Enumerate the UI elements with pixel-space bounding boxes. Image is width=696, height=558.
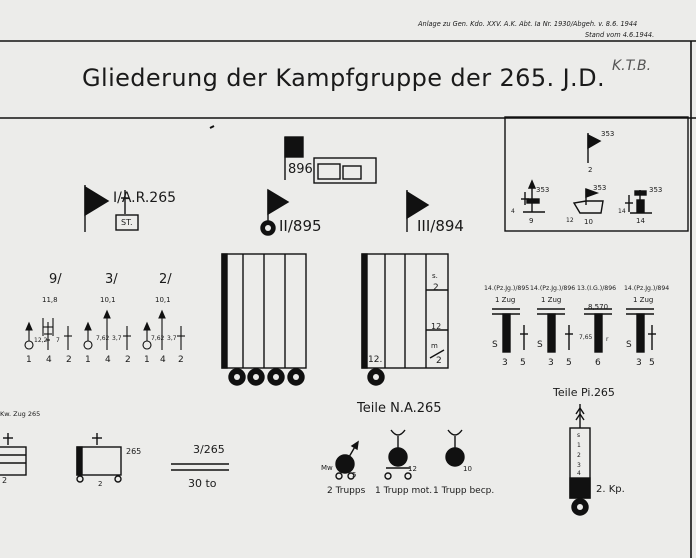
pak-label-2: 14.(Pz.Jg.)/896 [530, 285, 576, 292]
artillery-2-calibre: 10,1 [155, 296, 171, 304]
ktb-stamp: K.T.B. [612, 58, 652, 74]
reference-note-line1: Anlage zu Gen. Kdo. XXV. A.K. Abt. Ia Nr. 1930/Abgeh. v. 8.6. 1944 [418, 20, 638, 28]
artillery-bottom-6: 2 [125, 355, 131, 365]
ig-mid-number: 353 [593, 184, 607, 192]
pak-sub-2: 1 Zug [541, 296, 562, 304]
engineer-company-icon [570, 404, 590, 515]
pak-c3-r: r [606, 336, 609, 343]
engineer-col-1: 1 [577, 442, 581, 449]
signal-section-title: Teile N.A.265 [357, 401, 442, 416]
pak-mark-7: 5 [649, 358, 655, 368]
artillery-2-calibre-b: 7,62 [151, 335, 165, 342]
pak-mark-4: 5 [566, 358, 572, 368]
ig-left-bottom: 9 [529, 217, 534, 225]
supply-vehicle-icon [77, 433, 121, 482]
artillery-flag-icon [85, 185, 108, 232]
signal-10-label: 10 [463, 465, 472, 473]
hq-label: 896 [288, 162, 313, 177]
supply-vehicle-label: 265 [126, 447, 142, 456]
reference-note-line2: Stand vom 4.6.1944. [585, 31, 655, 39]
artillery-count-3: 3/ [105, 272, 118, 287]
engineer-col-4: 4 [577, 470, 581, 477]
pak-mark-6: 3 [636, 358, 642, 368]
engineer-col-s: s [577, 432, 581, 439]
artillery-label: I/A.R.265 [113, 190, 177, 206]
artillery-bottom-4: 1 [85, 355, 91, 365]
pak-sub-4: 1 Zug [633, 296, 654, 304]
ig-mid-sub: 12 [566, 217, 574, 224]
battalion-2-label: II/895 [279, 217, 322, 235]
infantry-gun-box-icon [505, 117, 688, 231]
pak-sub-1: 1 Zug [495, 296, 516, 304]
motor-platoon-label: Kw. Zug 265 [0, 410, 41, 418]
artillery-bottom-8: 4 [160, 355, 166, 365]
pak-sub-3: 8,570 [588, 303, 609, 311]
pak-mark-5: 6 [595, 358, 601, 368]
pak-s-mark-2: S [537, 340, 543, 350]
ig-right-bottom: 14 [636, 217, 645, 225]
pak-label-4: 14.(Pz.Jg.)/894 [624, 285, 670, 292]
artillery-count-9: 9/ [49, 272, 62, 287]
pak-c3-calibre: 7,65 [579, 334, 593, 341]
hq-vehicle-icon [314, 158, 376, 183]
signal-label-3: 1 Trupp bесp. [433, 486, 495, 496]
pak-mark-3: 3 [548, 358, 554, 368]
ig-mid-bottom: 10 [584, 218, 593, 226]
motor-platoon-sub: 2 [2, 476, 8, 485]
battalion-2-companies-icon [222, 254, 306, 385]
ig-top-number: 353 [601, 130, 615, 138]
signal-5-label: 5 [352, 471, 357, 479]
signal-mw-label: Mw [321, 464, 333, 472]
pak-label-3: 13.(I.G.)/896 [577, 285, 617, 292]
engineer-company-label: 2. Kp. [596, 484, 625, 495]
artillery-staff-label: ST. [121, 218, 133, 227]
battalion-3-col-12b: 12. [368, 355, 383, 365]
transport-column-icon [171, 464, 229, 470]
signal-label-1: 2 Trupps [327, 486, 366, 496]
battalion-3-col-2: 2 [433, 283, 439, 293]
ig-left-sub: 4 [511, 208, 515, 215]
engineer-section-title: Teile Pi.265 [553, 386, 615, 399]
engineer-col-3: 3 [577, 462, 581, 469]
artillery-9-calibre-b: 12,2 [34, 337, 48, 344]
pak-s-mark-1: S [492, 340, 498, 350]
artillery-bottom-2: 4 [46, 355, 52, 365]
pak-label-1: 14.(Pz.Jg.)/895 [484, 285, 530, 292]
pak-s-mark-4: S [626, 340, 632, 350]
transport-label: 3/265 [193, 443, 225, 456]
artillery-bottom-5: 4 [105, 355, 111, 365]
artillery-2-calibre-c: 3,7 [167, 335, 177, 342]
ig-right-sub: 14 [618, 208, 626, 215]
page-title: Gliederung der Kampfgruppe der 265. J.D. [82, 64, 605, 92]
battalion-3-label: III/894 [417, 217, 464, 235]
artillery-bottom-3: 2 [66, 355, 72, 365]
artillery-3-calibre-b: 7,62 [96, 335, 110, 342]
artillery-9-calibre-c: 7 [56, 337, 60, 344]
artillery-3-calibre-c: 3,7 [112, 335, 122, 342]
artillery-count-2: 2/ [159, 272, 172, 287]
ink-mark [210, 126, 214, 128]
battalion-3-col-2b: 2 [436, 356, 442, 366]
battalion-3-col-m: m [431, 342, 438, 350]
transport-tonnage: 30 to [188, 477, 217, 490]
artillery-bottom-9: 2 [178, 355, 184, 365]
supply-vehicle-sub: 2 [98, 480, 103, 488]
signal-label-2: 1 Trupp mot. [375, 486, 433, 496]
battalion-3-col-12: 12 [431, 322, 442, 331]
artillery-3-calibre: 10,1 [100, 296, 116, 304]
pak-mark-1: 3 [502, 358, 508, 368]
artillery-9-calibre: 11,8 [42, 296, 58, 304]
signal-12-label: 12 [408, 465, 417, 473]
pak-mark-2: 5 [520, 358, 526, 368]
artillery-battery-symbols-icon [25, 311, 185, 350]
motor-platoon-icon [0, 433, 26, 475]
ig-right-number: 353 [649, 186, 663, 194]
battalion-3-col-s: s. [432, 272, 438, 280]
artillery-bottom-1: 1 [26, 355, 32, 365]
ig-top-sub: 2 [588, 166, 593, 174]
artillery-bottom-7: 1 [144, 355, 150, 365]
engineer-col-2: 2 [577, 452, 581, 459]
ig-left-number: 353 [536, 186, 550, 194]
